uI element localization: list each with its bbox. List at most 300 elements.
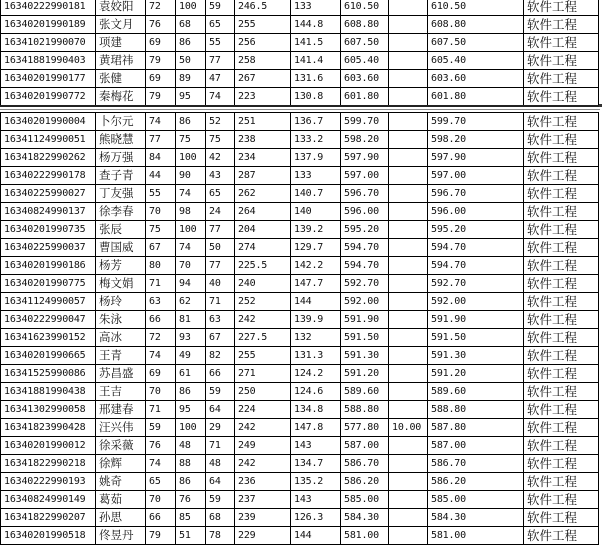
cell-student-id[interactable]: 16340201990012 xyxy=(1,437,96,455)
cell-name[interactable]: 徐李春 xyxy=(96,203,146,221)
cell-score-english[interactable]: 49 xyxy=(176,347,206,365)
cell-score-extra[interactable]: 141.4 xyxy=(291,52,341,70)
cell-total-score[interactable]: 598.20 xyxy=(341,131,389,149)
cell-score-major[interactable]: 242 xyxy=(235,311,291,329)
cell-final-score[interactable]: 610.50 xyxy=(428,0,524,16)
cell-score-extra[interactable]: 133 xyxy=(291,0,341,16)
cell-score-major[interactable]: 238 xyxy=(235,131,291,149)
cell-score-english[interactable]: 86 xyxy=(176,113,206,131)
cell-score-english[interactable]: 100 xyxy=(176,221,206,239)
cell-student-id[interactable]: 16341822990218 xyxy=(1,455,96,473)
cell-score-extra[interactable]: 134.8 xyxy=(291,401,341,419)
cell-major-name[interactable]: 软件工程 xyxy=(524,185,599,203)
cell-total-score[interactable]: 597.00 xyxy=(341,167,389,185)
cell-score-major[interactable]: 240 xyxy=(235,275,291,293)
cell-bonus-points[interactable] xyxy=(389,52,428,70)
cell-student-id[interactable]: 16341302990058 xyxy=(1,401,96,419)
cell-final-score[interactable]: 584.30 xyxy=(428,509,524,527)
cell-score-math[interactable]: 59 xyxy=(206,383,235,401)
cell-total-score[interactable]: 601.80 xyxy=(341,88,389,106)
cell-final-score[interactable]: 594.70 xyxy=(428,257,524,275)
cell-final-score[interactable]: 594.70 xyxy=(428,239,524,257)
cell-score-extra[interactable]: 124.6 xyxy=(291,383,341,401)
cell-score-english[interactable]: 85 xyxy=(176,509,206,527)
cell-final-score[interactable]: 591.30 xyxy=(428,347,524,365)
cell-final-score[interactable]: 603.60 xyxy=(428,70,524,88)
cell-name[interactable]: 佟昱丹 xyxy=(96,527,146,545)
cell-score-major[interactable]: 229 xyxy=(235,527,291,545)
cell-total-score[interactable]: 591.90 xyxy=(341,311,389,329)
cell-name[interactable]: 邢建春 xyxy=(96,401,146,419)
cell-bonus-points[interactable] xyxy=(389,185,428,203)
cell-score-extra[interactable]: 139.2 xyxy=(291,221,341,239)
cell-score-major[interactable]: 239 xyxy=(235,509,291,527)
cell-score-politics[interactable]: 74 xyxy=(146,455,176,473)
cell-major-name[interactable]: 软件工程 xyxy=(524,239,599,257)
cell-major-name[interactable]: 软件工程 xyxy=(524,401,599,419)
cell-score-math[interactable]: 68 xyxy=(206,509,235,527)
cell-score-math[interactable]: 65 xyxy=(206,185,235,203)
cell-score-extra[interactable]: 140 xyxy=(291,203,341,221)
cell-final-score[interactable]: 587.80 xyxy=(428,419,524,437)
cell-final-score[interactable]: 592.00 xyxy=(428,293,524,311)
cell-score-english[interactable]: 76 xyxy=(176,491,206,509)
cell-score-english[interactable]: 98 xyxy=(176,203,206,221)
cell-score-english[interactable]: 95 xyxy=(176,88,206,106)
cell-major-name[interactable]: 软件工程 xyxy=(524,419,599,437)
cell-score-politics[interactable]: 66 xyxy=(146,311,176,329)
cell-bonus-points[interactable] xyxy=(389,275,428,293)
cell-final-score[interactable]: 586.20 xyxy=(428,473,524,491)
cell-score-extra[interactable]: 135.2 xyxy=(291,473,341,491)
cell-major-name[interactable]: 软件工程 xyxy=(524,329,599,347)
cell-score-math[interactable]: 75 xyxy=(206,131,235,149)
cell-bonus-points[interactable] xyxy=(389,311,428,329)
cell-final-score[interactable]: 589.60 xyxy=(428,383,524,401)
cell-score-english[interactable]: 90 xyxy=(176,167,206,185)
cell-score-extra[interactable]: 143 xyxy=(291,437,341,455)
cell-name[interactable]: 张文月 xyxy=(96,16,146,34)
cell-bonus-points[interactable] xyxy=(389,455,428,473)
cell-major-name[interactable]: 软件工程 xyxy=(524,257,599,275)
cell-student-id[interactable]: 16341124990057 xyxy=(1,293,96,311)
cell-score-politics[interactable]: 84 xyxy=(146,149,176,167)
cell-score-english[interactable]: 81 xyxy=(176,311,206,329)
cell-major-name[interactable]: 软件工程 xyxy=(524,88,599,106)
cell-student-id[interactable]: 16340201990772 xyxy=(1,88,96,106)
cell-score-english[interactable]: 86 xyxy=(176,473,206,491)
cell-score-politics[interactable]: 75 xyxy=(146,221,176,239)
cell-student-id[interactable]: 16341525990086 xyxy=(1,365,96,383)
cell-major-name[interactable]: 软件工程 xyxy=(524,437,599,455)
cell-major-name[interactable]: 软件工程 xyxy=(524,149,599,167)
cell-score-extra[interactable]: 136.7 xyxy=(291,113,341,131)
cell-major-name[interactable]: 软件工程 xyxy=(524,383,599,401)
cell-bonus-points[interactable] xyxy=(389,0,428,16)
cell-major-name[interactable]: 软件工程 xyxy=(524,167,599,185)
cell-name[interactable]: 汪兴伟 xyxy=(96,419,146,437)
cell-total-score[interactable]: 581.00 xyxy=(341,527,389,545)
cell-score-major[interactable]: 287 xyxy=(235,167,291,185)
cell-final-score[interactable]: 581.00 xyxy=(428,527,524,545)
cell-score-politics[interactable]: 55 xyxy=(146,185,176,203)
cell-total-score[interactable]: 588.80 xyxy=(341,401,389,419)
cell-final-score[interactable]: 595.20 xyxy=(428,221,524,239)
cell-total-score[interactable]: 603.60 xyxy=(341,70,389,88)
cell-final-score[interactable]: 597.90 xyxy=(428,149,524,167)
cell-score-math[interactable]: 59 xyxy=(206,491,235,509)
cell-score-english[interactable]: 74 xyxy=(176,185,206,203)
cell-score-politics[interactable]: 67 xyxy=(146,239,176,257)
cell-final-score[interactable]: 586.70 xyxy=(428,455,524,473)
cell-score-major[interactable]: 258 xyxy=(235,52,291,70)
cell-score-english[interactable]: 100 xyxy=(176,0,206,16)
cell-score-math[interactable]: 59 xyxy=(206,0,235,16)
cell-student-id[interactable]: 16340201990665 xyxy=(1,347,96,365)
cell-score-politics[interactable]: 74 xyxy=(146,347,176,365)
cell-score-english[interactable]: 93 xyxy=(176,329,206,347)
cell-student-id[interactable]: 16341021990070 xyxy=(1,34,96,52)
cell-name[interactable]: 徐辉 xyxy=(96,455,146,473)
cell-score-politics[interactable]: 70 xyxy=(146,383,176,401)
cell-score-math[interactable]: 74 xyxy=(206,88,235,106)
cell-student-id[interactable]: 16341823990428 xyxy=(1,419,96,437)
cell-score-politics[interactable]: 79 xyxy=(146,52,176,70)
cell-final-score[interactable]: 608.80 xyxy=(428,16,524,34)
cell-score-english[interactable]: 70 xyxy=(176,257,206,275)
cell-total-score[interactable]: 608.80 xyxy=(341,16,389,34)
cell-bonus-points[interactable] xyxy=(389,347,428,365)
cell-bonus-points[interactable] xyxy=(389,113,428,131)
cell-major-name[interactable]: 软件工程 xyxy=(524,203,599,221)
cell-total-score[interactable]: 607.50 xyxy=(341,34,389,52)
cell-score-politics[interactable]: 44 xyxy=(146,167,176,185)
cell-name[interactable]: 熊晓慧 xyxy=(96,131,146,149)
cell-final-score[interactable]: 607.50 xyxy=(428,34,524,52)
cell-name[interactable]: 秦梅花 xyxy=(96,88,146,106)
cell-total-score[interactable]: 589.60 xyxy=(341,383,389,401)
cell-score-politics[interactable]: 70 xyxy=(146,203,176,221)
cell-major-name[interactable]: 软件工程 xyxy=(524,347,599,365)
cell-bonus-points[interactable] xyxy=(389,365,428,383)
cell-student-id[interactable]: 16341881990438 xyxy=(1,383,96,401)
cell-score-major[interactable]: 252 xyxy=(235,293,291,311)
cell-score-extra[interactable]: 129.7 xyxy=(291,239,341,257)
cell-score-math[interactable]: 63 xyxy=(206,311,235,329)
cell-score-math[interactable]: 24 xyxy=(206,203,235,221)
cell-score-politics[interactable]: 76 xyxy=(146,16,176,34)
cell-student-id[interactable]: 16340201990004 xyxy=(1,113,96,131)
cell-score-extra[interactable]: 137.9 xyxy=(291,149,341,167)
cell-score-english[interactable]: 88 xyxy=(176,455,206,473)
cell-bonus-points[interactable] xyxy=(389,88,428,106)
cell-score-extra[interactable]: 144 xyxy=(291,527,341,545)
cell-score-major[interactable]: 262 xyxy=(235,185,291,203)
cell-final-score[interactable]: 601.80 xyxy=(428,88,524,106)
cell-major-name[interactable]: 软件工程 xyxy=(524,527,599,545)
cell-score-math[interactable]: 47 xyxy=(206,70,235,88)
cell-score-major[interactable]: 249 xyxy=(235,437,291,455)
cell-name[interactable]: 葛茹 xyxy=(96,491,146,509)
cell-final-score[interactable]: 585.00 xyxy=(428,491,524,509)
cell-score-major[interactable]: 256 xyxy=(235,34,291,52)
cell-name[interactable]: 曹国威 xyxy=(96,239,146,257)
cell-score-politics[interactable]: 72 xyxy=(146,329,176,347)
cell-score-politics[interactable]: 70 xyxy=(146,491,176,509)
cell-student-id[interactable]: 16340222990047 xyxy=(1,311,96,329)
cell-score-english[interactable]: 100 xyxy=(176,149,206,167)
cell-score-major[interactable]: 255 xyxy=(235,16,291,34)
cell-score-extra[interactable]: 133 xyxy=(291,167,341,185)
cell-total-score[interactable]: 595.20 xyxy=(341,221,389,239)
cell-bonus-points[interactable] xyxy=(389,473,428,491)
cell-score-english[interactable]: 75 xyxy=(176,131,206,149)
cell-score-politics[interactable]: 59 xyxy=(146,419,176,437)
cell-name[interactable]: 徐采薇 xyxy=(96,437,146,455)
cell-score-english[interactable]: 89 xyxy=(176,70,206,88)
cell-bonus-points[interactable] xyxy=(389,509,428,527)
cell-name[interactable]: 王青 xyxy=(96,347,146,365)
cell-total-score[interactable]: 577.80 xyxy=(341,419,389,437)
cell-student-id[interactable]: 16340225990027 xyxy=(1,185,96,203)
cell-score-politics[interactable]: 76 xyxy=(146,437,176,455)
cell-score-major[interactable]: 267 xyxy=(235,70,291,88)
cell-score-politics[interactable]: 69 xyxy=(146,70,176,88)
cell-score-math[interactable]: 65 xyxy=(206,16,235,34)
cell-major-name[interactable]: 软件工程 xyxy=(524,365,599,383)
cell-score-politics[interactable]: 74 xyxy=(146,113,176,131)
cell-student-id[interactable]: 16340201990189 xyxy=(1,16,96,34)
cell-score-extra[interactable]: 133.2 xyxy=(291,131,341,149)
cell-score-politics[interactable]: 79 xyxy=(146,527,176,545)
cell-score-politics[interactable]: 69 xyxy=(146,34,176,52)
cell-total-score[interactable]: 591.30 xyxy=(341,347,389,365)
cell-student-id[interactable]: 16340222990178 xyxy=(1,167,96,185)
cell-major-name[interactable]: 软件工程 xyxy=(524,0,599,16)
cell-bonus-points[interactable] xyxy=(389,293,428,311)
cell-student-id[interactable]: 16341822990207 xyxy=(1,509,96,527)
cell-student-id[interactable]: 16341881990403 xyxy=(1,52,96,70)
cell-score-major[interactable]: 204 xyxy=(235,221,291,239)
cell-score-major[interactable]: 242 xyxy=(235,419,291,437)
cell-major-name[interactable]: 软件工程 xyxy=(524,221,599,239)
cell-total-score[interactable]: 586.20 xyxy=(341,473,389,491)
cell-major-name[interactable]: 软件工程 xyxy=(524,70,599,88)
cell-score-math[interactable]: 40 xyxy=(206,275,235,293)
cell-total-score[interactable]: 596.00 xyxy=(341,203,389,221)
cell-score-politics[interactable]: 71 xyxy=(146,401,176,419)
cell-bonus-points[interactable] xyxy=(389,203,428,221)
cell-name[interactable]: 高冰 xyxy=(96,329,146,347)
cell-score-english[interactable]: 95 xyxy=(176,401,206,419)
cell-total-score[interactable]: 591.20 xyxy=(341,365,389,383)
cell-score-major[interactable]: 250 xyxy=(235,383,291,401)
cell-bonus-points[interactable] xyxy=(389,329,428,347)
cell-total-score[interactable]: 591.50 xyxy=(341,329,389,347)
cell-student-id[interactable]: 16341822990262 xyxy=(1,149,96,167)
cell-score-english[interactable]: 61 xyxy=(176,365,206,383)
cell-score-major[interactable]: 255 xyxy=(235,347,291,365)
cell-score-english[interactable]: 100 xyxy=(176,419,206,437)
cell-score-english[interactable]: 86 xyxy=(176,34,206,52)
cell-score-extra[interactable]: 144 xyxy=(291,293,341,311)
cell-major-name[interactable]: 软件工程 xyxy=(524,52,599,70)
cell-score-major[interactable]: 237 xyxy=(235,491,291,509)
cell-score-major[interactable]: 264 xyxy=(235,203,291,221)
cell-score-extra[interactable]: 139.9 xyxy=(291,311,341,329)
cell-score-extra[interactable]: 131.3 xyxy=(291,347,341,365)
cell-score-major[interactable]: 246.5 xyxy=(235,0,291,16)
cell-score-extra[interactable]: 130.8 xyxy=(291,88,341,106)
cell-bonus-points[interactable] xyxy=(389,527,428,545)
cell-score-politics[interactable]: 72 xyxy=(146,0,176,16)
cell-final-score[interactable]: 599.70 xyxy=(428,113,524,131)
cell-score-extra[interactable]: 131.6 xyxy=(291,70,341,88)
cell-score-math[interactable]: 71 xyxy=(206,437,235,455)
cell-bonus-points[interactable] xyxy=(389,167,428,185)
cell-bonus-points[interactable] xyxy=(389,131,428,149)
cell-bonus-points[interactable] xyxy=(389,401,428,419)
cell-score-extra[interactable]: 134.7 xyxy=(291,455,341,473)
cell-student-id[interactable]: 16340225990037 xyxy=(1,239,96,257)
cell-final-score[interactable]: 591.50 xyxy=(428,329,524,347)
cell-student-id[interactable]: 16340201990177 xyxy=(1,70,96,88)
cell-score-extra[interactable]: 126.3 xyxy=(291,509,341,527)
cell-final-score[interactable]: 591.20 xyxy=(428,365,524,383)
cell-total-score[interactable]: 587.00 xyxy=(341,437,389,455)
cell-name[interactable]: 张辰 xyxy=(96,221,146,239)
cell-final-score[interactable]: 596.00 xyxy=(428,203,524,221)
cell-name[interactable]: 黄珺祎 xyxy=(96,52,146,70)
cell-major-name[interactable]: 软件工程 xyxy=(524,34,599,52)
cell-student-id[interactable]: 16340201990518 xyxy=(1,527,96,545)
cell-name[interactable]: 卜尔元 xyxy=(96,113,146,131)
cell-student-id[interactable]: 16340201990186 xyxy=(1,257,96,275)
cell-score-english[interactable]: 50 xyxy=(176,52,206,70)
cell-total-score[interactable]: 586.70 xyxy=(341,455,389,473)
cell-name[interactable]: 梅文娟 xyxy=(96,275,146,293)
cell-total-score[interactable]: 596.70 xyxy=(341,185,389,203)
cell-score-major[interactable]: 274 xyxy=(235,239,291,257)
cell-major-name[interactable]: 软件工程 xyxy=(524,509,599,527)
cell-score-politics[interactable]: 77 xyxy=(146,131,176,149)
cell-score-math[interactable]: 77 xyxy=(206,257,235,275)
cell-final-score[interactable]: 588.80 xyxy=(428,401,524,419)
cell-score-extra[interactable]: 141.5 xyxy=(291,34,341,52)
cell-total-score[interactable]: 584.30 xyxy=(341,509,389,527)
cell-major-name[interactable]: 软件工程 xyxy=(524,16,599,34)
cell-score-politics[interactable]: 71 xyxy=(146,275,176,293)
cell-score-extra[interactable]: 147.7 xyxy=(291,275,341,293)
cell-score-major[interactable]: 224 xyxy=(235,401,291,419)
cell-score-math[interactable]: 43 xyxy=(206,167,235,185)
cell-score-math[interactable]: 55 xyxy=(206,34,235,52)
cell-score-extra[interactable]: 143 xyxy=(291,491,341,509)
cell-name[interactable]: 朱泳 xyxy=(96,311,146,329)
cell-final-score[interactable]: 587.00 xyxy=(428,437,524,455)
cell-score-math[interactable]: 64 xyxy=(206,401,235,419)
cell-score-english[interactable]: 94 xyxy=(176,275,206,293)
cell-name[interactable]: 袁姣阳 xyxy=(96,0,146,16)
cell-total-score[interactable]: 585.00 xyxy=(341,491,389,509)
cell-score-major[interactable]: 236 xyxy=(235,473,291,491)
cell-score-math[interactable]: 64 xyxy=(206,473,235,491)
cell-final-score[interactable]: 591.90 xyxy=(428,311,524,329)
cell-score-math[interactable]: 77 xyxy=(206,221,235,239)
cell-total-score[interactable]: 592.70 xyxy=(341,275,389,293)
cell-student-id[interactable]: 16340222990181 xyxy=(1,0,96,16)
cell-score-math[interactable]: 29 xyxy=(206,419,235,437)
cell-student-id[interactable]: 16340201990735 xyxy=(1,221,96,239)
cell-student-id[interactable]: 16340201990775 xyxy=(1,275,96,293)
cell-score-math[interactable]: 78 xyxy=(206,527,235,545)
cell-name[interactable]: 孙思 xyxy=(96,509,146,527)
cell-score-math[interactable]: 67 xyxy=(206,329,235,347)
cell-score-english[interactable]: 48 xyxy=(176,437,206,455)
cell-major-name[interactable]: 软件工程 xyxy=(524,275,599,293)
cell-total-score[interactable]: 592.00 xyxy=(341,293,389,311)
cell-final-score[interactable]: 605.40 xyxy=(428,52,524,70)
cell-major-name[interactable]: 软件工程 xyxy=(524,491,599,509)
cell-score-major[interactable]: 225.5 xyxy=(235,257,291,275)
cell-score-major[interactable]: 242 xyxy=(235,455,291,473)
cell-student-id[interactable]: 16340222990193 xyxy=(1,473,96,491)
cell-bonus-points[interactable]: 10.00 xyxy=(389,419,428,437)
cell-score-english[interactable]: 68 xyxy=(176,16,206,34)
cell-score-math[interactable]: 42 xyxy=(206,149,235,167)
cell-name[interactable]: 王吉 xyxy=(96,383,146,401)
cell-bonus-points[interactable] xyxy=(389,221,428,239)
cell-score-politics[interactable]: 69 xyxy=(146,365,176,383)
cell-name[interactable]: 张健 xyxy=(96,70,146,88)
cell-student-id[interactable]: 16340824990137 xyxy=(1,203,96,221)
cell-score-extra[interactable]: 147.8 xyxy=(291,419,341,437)
cell-score-english[interactable]: 86 xyxy=(176,383,206,401)
cell-score-major[interactable]: 251 xyxy=(235,113,291,131)
cell-total-score[interactable]: 594.70 xyxy=(341,257,389,275)
cell-score-major[interactable]: 223 xyxy=(235,88,291,106)
cell-major-name[interactable]: 软件工程 xyxy=(524,293,599,311)
cell-score-extra[interactable]: 144.8 xyxy=(291,16,341,34)
cell-score-politics[interactable]: 79 xyxy=(146,88,176,106)
cell-name[interactable]: 杨芳 xyxy=(96,257,146,275)
cell-total-score[interactable]: 597.90 xyxy=(341,149,389,167)
cell-score-math[interactable]: 48 xyxy=(206,455,235,473)
cell-name[interactable]: 姚奇 xyxy=(96,473,146,491)
cell-major-name[interactable]: 软件工程 xyxy=(524,473,599,491)
cell-bonus-points[interactable] xyxy=(389,239,428,257)
cell-score-math[interactable]: 82 xyxy=(206,347,235,365)
cell-name[interactable]: 杨万强 xyxy=(96,149,146,167)
cell-final-score[interactable]: 597.00 xyxy=(428,167,524,185)
cell-bonus-points[interactable] xyxy=(389,257,428,275)
cell-major-name[interactable]: 软件工程 xyxy=(524,131,599,149)
cell-student-id[interactable]: 16341623990152 xyxy=(1,329,96,347)
cell-name[interactable]: 苏昌盛 xyxy=(96,365,146,383)
cell-bonus-points[interactable] xyxy=(389,149,428,167)
cell-score-math[interactable]: 77 xyxy=(206,52,235,70)
cell-student-id[interactable]: 16341124990051 xyxy=(1,131,96,149)
cell-total-score[interactable]: 599.70 xyxy=(341,113,389,131)
cell-total-score[interactable]: 594.70 xyxy=(341,239,389,257)
cell-score-english[interactable]: 62 xyxy=(176,293,206,311)
cell-total-score[interactable]: 605.40 xyxy=(341,52,389,70)
cell-bonus-points[interactable] xyxy=(389,491,428,509)
cell-bonus-points[interactable] xyxy=(389,437,428,455)
cell-final-score[interactable]: 592.70 xyxy=(428,275,524,293)
cell-final-score[interactable]: 596.70 xyxy=(428,185,524,203)
cell-name[interactable]: 查子青 xyxy=(96,167,146,185)
